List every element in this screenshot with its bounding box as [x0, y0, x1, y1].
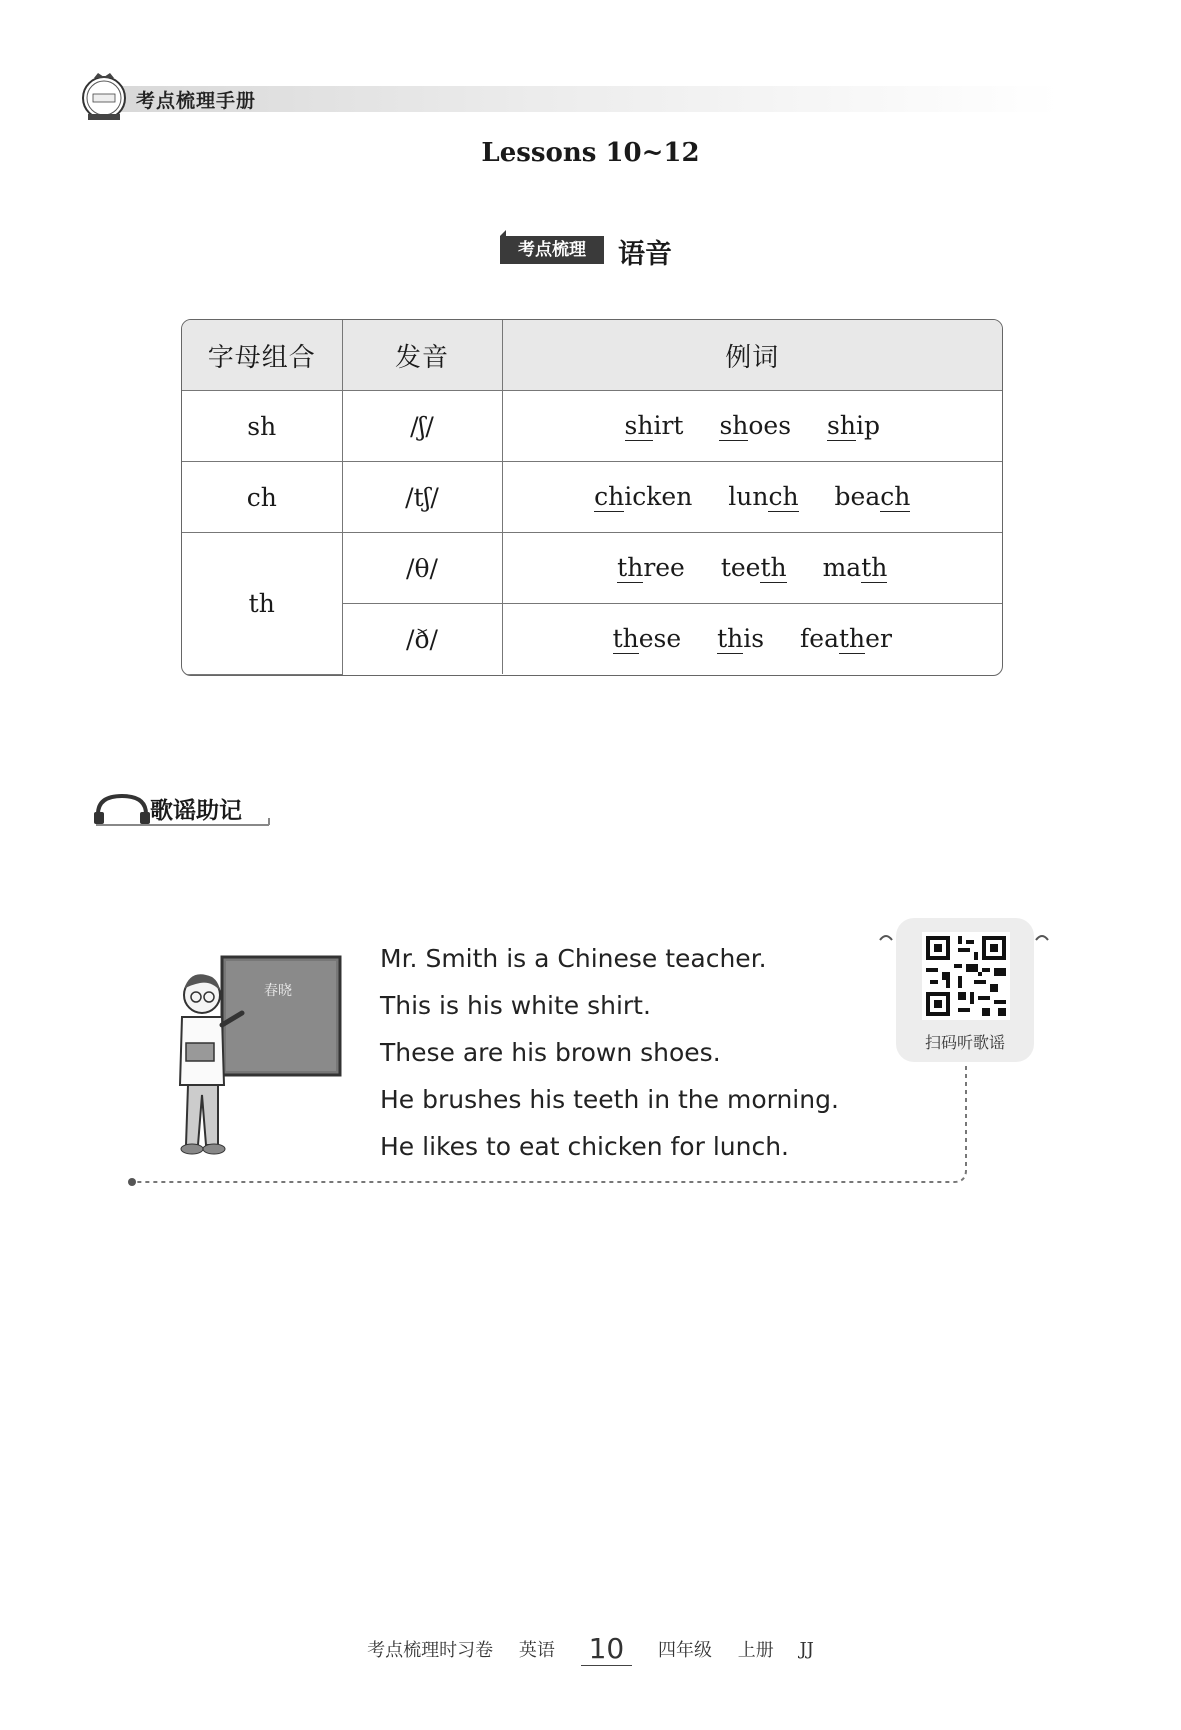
phonics-table: [181, 319, 1003, 676]
header-sound: 发音: [342, 320, 502, 391]
example-word: teeth: [720, 553, 787, 583]
example-word: three: [617, 553, 685, 583]
header-examples: 例词: [502, 320, 1002, 391]
qr-card[interactable]: [896, 918, 1034, 1062]
table-header-row: [182, 320, 1002, 391]
table-row: [182, 391, 1002, 462]
phonetic-symbol: /ʃ/: [342, 391, 502, 462]
example-words: [502, 391, 1002, 462]
letter-combination: sh: [182, 391, 342, 462]
footer-grade: 四年级: [657, 1640, 712, 1661]
header-letters: 字母组合: [182, 320, 342, 391]
page-header: [80, 72, 1080, 122]
example-word: math: [822, 553, 888, 583]
letter-combination: th: [182, 533, 342, 675]
ballad-line: This is his white shirt.: [380, 991, 651, 1020]
page-footer: [0, 1632, 1181, 1666]
example-word: these: [612, 624, 682, 654]
example-words: [502, 604, 1002, 675]
publisher-logo: [80, 72, 128, 122]
footer-series: 考点梳理时习卷: [367, 1640, 494, 1661]
section-label: 语音: [618, 239, 672, 270]
phonetic-symbol: /tʃ/: [342, 462, 502, 533]
teacher-illustration: [160, 955, 350, 1165]
ballad-line: Mr. Smith is a Chinese teacher.: [380, 944, 767, 973]
handbook-title: 考点梳理手册: [136, 90, 257, 112]
ballad-lyrics: [380, 935, 839, 1170]
example-word: lunch: [728, 482, 799, 512]
phonetic-symbol: /θ/: [342, 533, 502, 604]
example-word: shirt: [624, 411, 684, 441]
phonetic-symbol: /ð/: [342, 604, 502, 675]
qr-code-icon[interactable]: [922, 932, 1010, 1020]
ballad-line: He likes to eat chicken for lunch.: [380, 1132, 789, 1161]
table-row: [182, 533, 1002, 604]
example-word: shoes: [719, 411, 792, 441]
letter-combination: ch: [182, 462, 342, 533]
ballad-line: These are his brown shoes.: [380, 1038, 721, 1067]
example-words: [502, 462, 1002, 533]
example-word: feather: [800, 624, 892, 654]
example-word: ship: [827, 411, 880, 441]
example-word: chicken: [594, 482, 693, 512]
ballad-heading: [94, 792, 274, 826]
footer-volume: 上册: [737, 1640, 774, 1661]
page-number: 10: [581, 1632, 633, 1666]
section-tag: 考点梳理: [500, 236, 604, 264]
table-row: [182, 462, 1002, 533]
example-words: [502, 533, 1002, 604]
example-word: beach: [834, 482, 911, 512]
qr-caption: 扫码听歌谣: [924, 1033, 1005, 1052]
ballad-line: He brushes his teeth in the morning.: [380, 1085, 839, 1114]
footer-edition: JJ: [799, 1638, 814, 1660]
lesson-title: Lessons 10~12: [481, 138, 700, 168]
footer-subject: 英语: [518, 1640, 555, 1661]
example-word: this: [717, 624, 765, 654]
blackboard-text: 春晓: [264, 983, 292, 999]
ballad-label: 歌谣助记: [150, 798, 242, 824]
